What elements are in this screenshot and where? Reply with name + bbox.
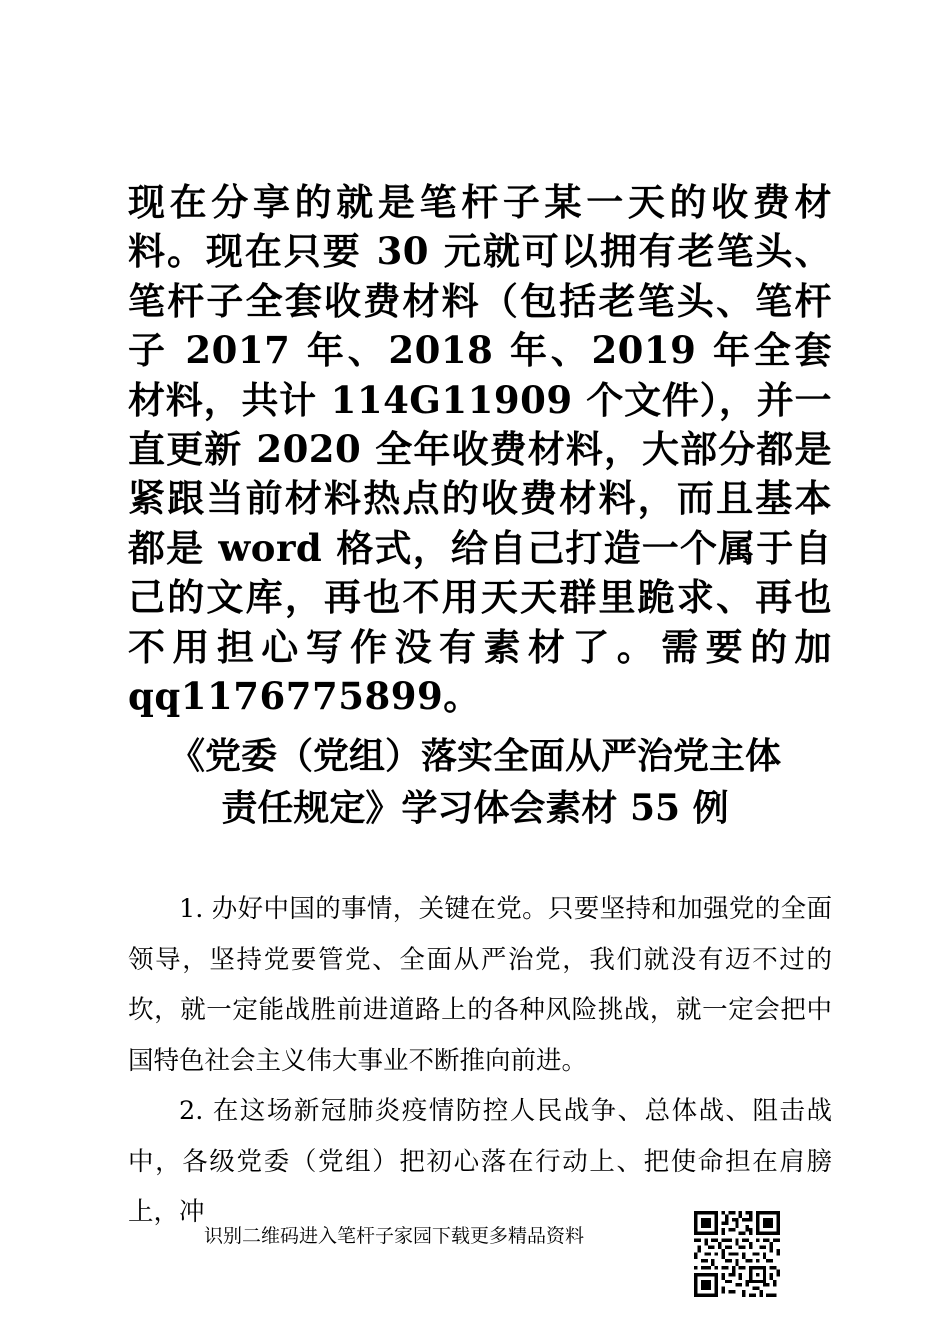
body-paragraph-1: 1. 办好中国的事情，关键在党。只要坚持和加强党的全面领导，坚持党要管党、全面从严治党，我们就没有迈不过的坎，就一定能战胜前进道路上的各种风险挑战，就一定会把中国特色社会主义伟大事业不断推向前进。 [128,894,832,1076]
body-content [128,884,832,1238]
title-line-2: 责任规定》学习体会素材 55 例 [221,787,729,829]
title-line-1: 《党委（党组）落实全面从严治党主体 [168,735,781,777]
document-title [110,730,840,834]
body-paragraph-2: 2. 在这场新冠肺炎疫情防控人民战争、总体战、阻击战中，各级党委（党组）把初心落在行动上、把使命担在肩膀上，冲 [128,1096,832,1227]
promo-paragraph: 现在分享的就是笔杆子某一天的收费材料。现在只要 30 元就可以拥有老笔头、笔杆子全套收费材料（包括老笔头、笔杆子 2017 年、2018 年、2019 年全套材料，共计 114G11909 个文件），并一直更新 2020 全年收费材料，大部分都是紧跟当前材料热点的收费材料，而且基本都是 word 格式，给自己打造一个属于自己的文库，再也不用天天群里跪求、再也不用担心写作没有素材了。需要的加 qq1176775899。 [128,180,832,719]
qr-code-icon [694,1211,780,1297]
footer-caption: 识别二维码进入笔杆子家园下载更多精品资料 [204,1225,585,1247]
